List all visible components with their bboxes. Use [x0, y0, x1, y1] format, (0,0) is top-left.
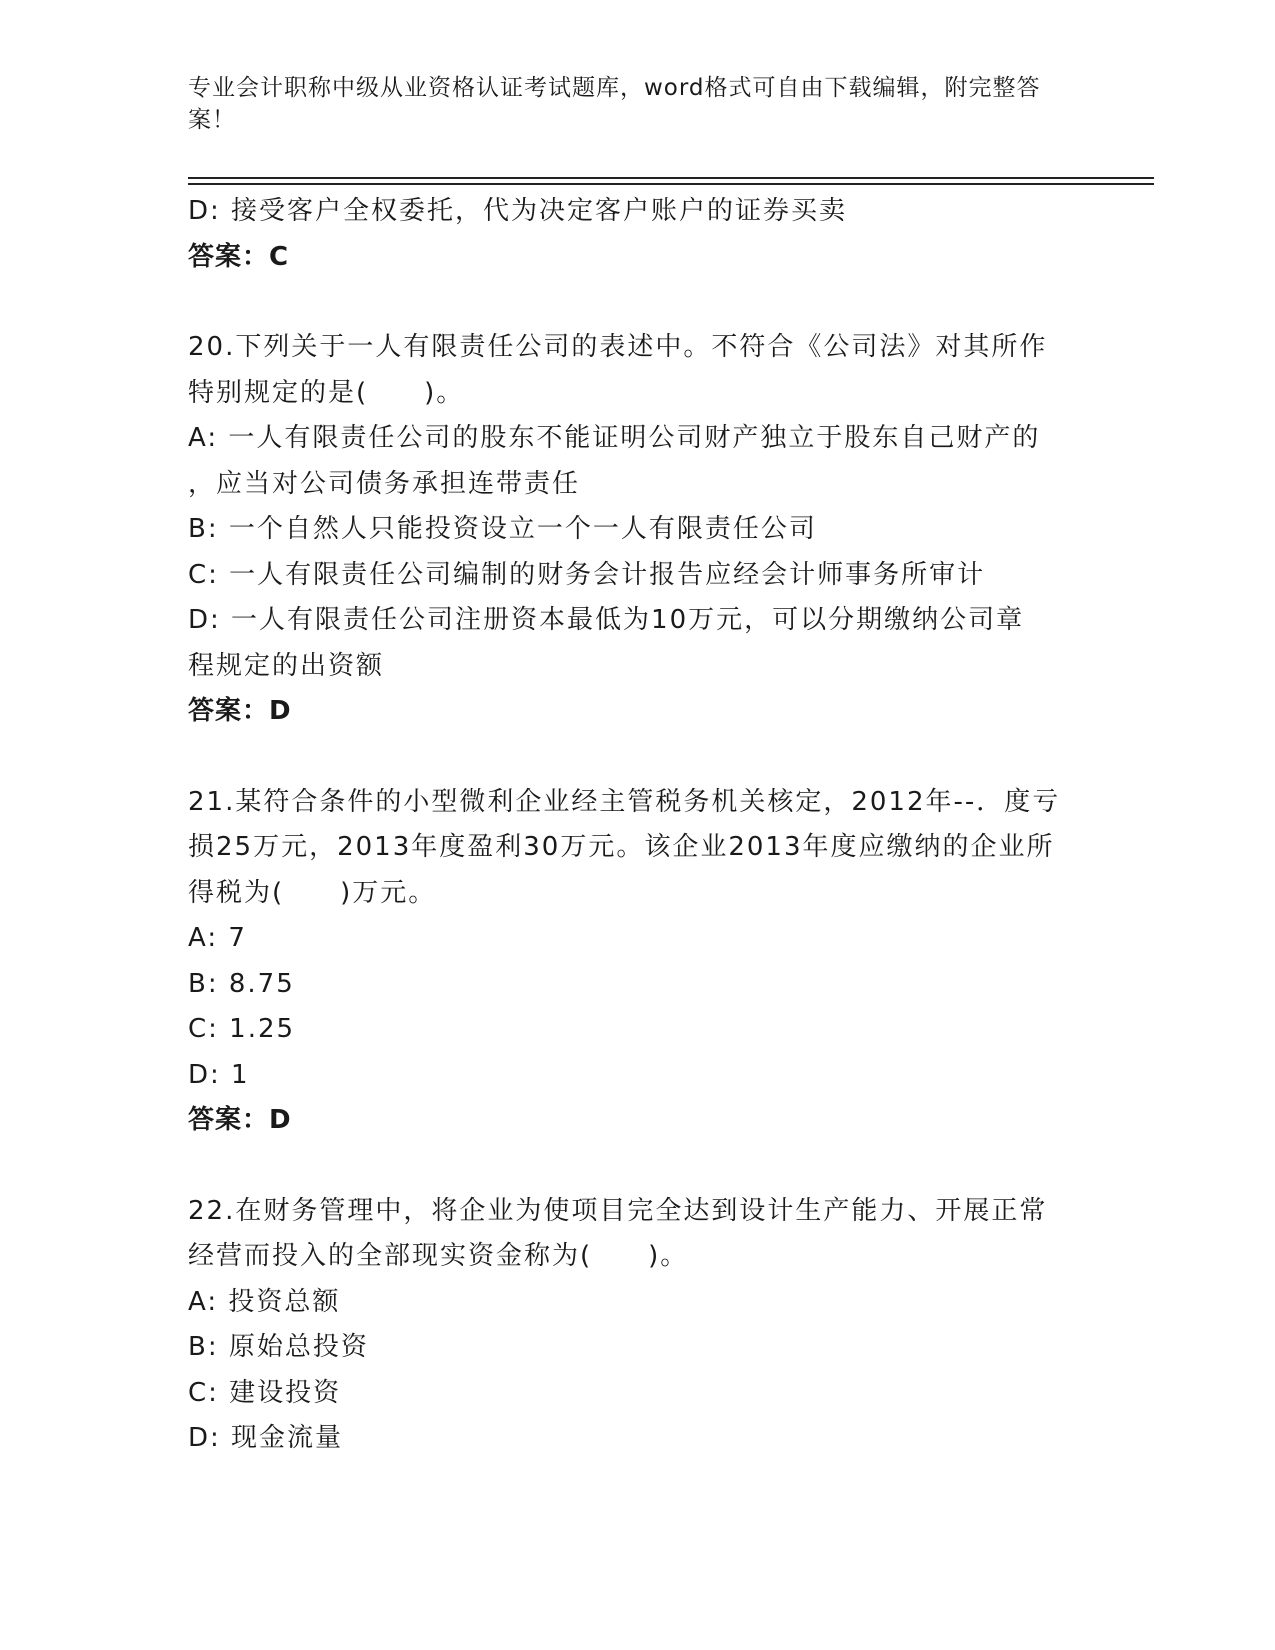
q21-stem-line-3: 得税为( )万元。	[188, 877, 437, 908]
q20-stem-line-1: 20.下列关于一人有限责任公司的表述中。不符合《公司法》对其所作	[188, 332, 1048, 362]
spacer	[188, 1144, 1088, 1189]
q22-stem-line-1: 22.在财务管理中，将企业为使项目完全达到设计生产能力、开展正常	[188, 1195, 1048, 1226]
q20-option-d-line-2: 程规定的出资额	[188, 650, 385, 681]
q21-stem-line-2: 损25万元，2013年度盈利30万元。该企业2013年度应缴纳的企业所	[188, 832, 1055, 862]
header-text: 专业会计职称中级从业资格认证考试题库，word格式可自由下载编辑，附完整答案！	[188, 75, 1041, 133]
q19-answer: 答案：C	[188, 241, 290, 272]
q21-option-b: B: 8.75	[188, 968, 295, 999]
q21-option-d: D: 1	[188, 1059, 250, 1090]
q22-option-c: C: 建设投资	[188, 1377, 342, 1408]
q21-option-a: A: 7	[188, 923, 247, 953]
q22-stem-line-2: 经营而投入的全部现实资金称为( )。	[188, 1241, 689, 1271]
q20-answer: 答案：D	[188, 696, 292, 726]
q21-option-c: C: 1.25	[188, 1014, 296, 1044]
q22-option-a: A: 投资总额	[188, 1286, 341, 1317]
q22-option-b: B: 原始总投资	[188, 1332, 369, 1362]
spacer	[188, 735, 1088, 780]
question-22	[188, 1189, 1088, 1462]
q20-option-a-line-2: ，应当对公司债务承担连带责任	[188, 468, 581, 499]
q20-option-d-line-1: D: 一人有限责任公司注册资本最低为10万元，可以分期缴纳公司章	[188, 605, 1025, 635]
q20-option-b: B: 一个自然人只能投资设立一个一人有限责任公司	[188, 514, 817, 544]
q22-option-d: D: 现金流量	[188, 1423, 344, 1453]
q19-option-d: D: 接受客户全权委托，代为决定客户账户的证券买卖	[188, 196, 848, 226]
header-rule-top	[188, 177, 1154, 179]
document-header	[188, 72, 1068, 136]
question-21	[188, 780, 1088, 1144]
q20-stem-line-2: 特别规定的是( )。	[188, 377, 465, 408]
q21-stem-line-1: 21.某符合条件的小型微利企业经主管税务机关核定，2012年--．度亏	[188, 786, 1061, 817]
question-content	[188, 189, 1088, 1462]
header-rule-bottom	[188, 183, 1154, 185]
q21-answer: 答案：D	[188, 1105, 292, 1135]
question-19-tail	[188, 189, 1088, 280]
q20-option-c: C: 一人有限责任公司编制的财务会计报告应经会计师事务所审计	[188, 559, 986, 590]
spacer	[188, 280, 1088, 325]
question-20	[188, 325, 1088, 735]
q20-option-a-line-1: A: 一人有限责任公司的股东不能证明公司财产独立于股东自己财产的	[188, 423, 1041, 453]
